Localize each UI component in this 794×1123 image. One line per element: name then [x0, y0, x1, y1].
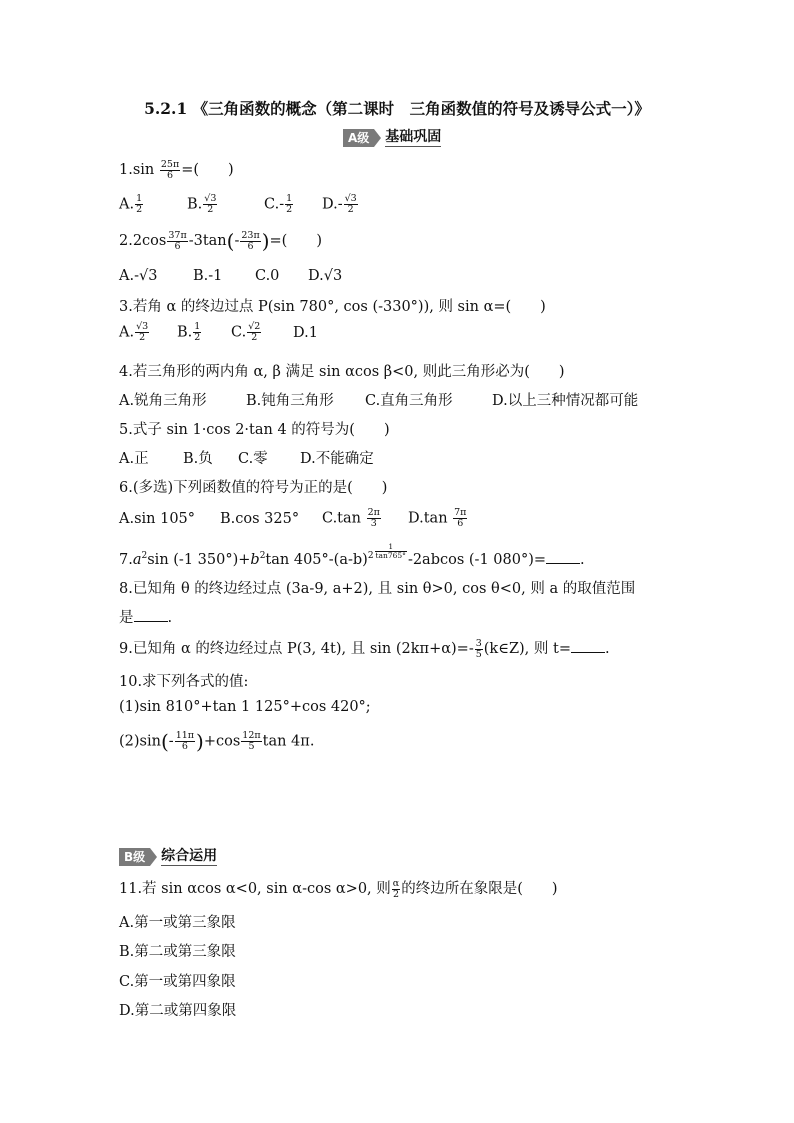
question-3-options: [119, 322, 318, 343]
section-b-tag: B级: [119, 848, 150, 866]
question-8: 8.已知角 θ 的终边经过点 (3a-9, a+2), 且 sin θ>0, cos θ<0, 则 a 的取值范围: [119, 581, 636, 597]
section-a-label: 基础巩固: [385, 129, 442, 145]
answer-blank[interactable]: [571, 640, 605, 653]
question-9: 9.已知角 α 的终边经过点 P(3, 4t), 且 sin (2kπ+α)=- $\frac{3}{5}$ (k∈Z), 则 t= .: [119, 637, 610, 660]
question-6-options: [119, 508, 468, 529]
option-a: A. $\frac{√3}{2}$: [119, 321, 149, 343]
option-c: C.直角三角形: [365, 393, 453, 409]
question-3: 3.若角 α 的终边过点 P(sin 780°, cos (-330°)), 则 sin α=( ): [119, 299, 546, 315]
section-a-tag: A级: [343, 129, 374, 147]
question-6: 6.(多选)下列函数值的符号为正的是( ): [119, 480, 388, 496]
section-b-label: 综合运用: [161, 848, 218, 864]
answer-blank[interactable]: [546, 551, 580, 564]
fraction: $\frac{25\pi}{6}$: [160, 158, 180, 181]
question-5-options: [119, 447, 374, 468]
question-11-option-d: D.第二或第四象限: [119, 1003, 237, 1019]
question-10-part-1: (1)sin 810°+tan 1 125°+cos 420°;: [119, 699, 371, 715]
option-c: C.tan $\frac{2\pi}{3}$: [322, 507, 380, 529]
question-11-option-c: C.第一或第四象限: [119, 974, 236, 990]
question-10: 10.求下列各式的值:: [119, 674, 249, 690]
question-1-options: [119, 194, 359, 215]
question-4-options: [119, 389, 638, 410]
question-5: 5.式子 sin 1·cos 2·tan 4 的符号为( ): [119, 422, 390, 438]
section-a-arrow-icon: [374, 129, 381, 147]
question-10-part-2: (2)sin(- $\frac{11\pi}{6}$ )+cos $\frac{12\pi}{5}$ tan 4π.: [119, 729, 315, 754]
section-b-header: [119, 848, 217, 866]
option-b: B.cos 325°: [220, 510, 300, 527]
option-d: D.以上三种情况都可能: [492, 393, 639, 409]
option-d: D.- $\frac{√3}{2}$: [322, 193, 357, 215]
question-4: 4.若三角形的两内角 α, β 满足 sin αcos β<0, 则此三角形必为( ): [119, 364, 565, 380]
option-b: B.钝角三角形: [246, 393, 334, 409]
option-b: B. $\frac{√3}{2}$: [187, 193, 217, 215]
option-b: B. $\frac{1}{2}$: [177, 321, 201, 343]
question-1: 1.sin $\frac{25\pi}{6}$ =( ): [119, 158, 234, 181]
option-b: B.-1: [193, 268, 223, 284]
question-11-option-a: A.第一或第三象限: [119, 915, 236, 931]
option-d: D.√3: [308, 268, 343, 284]
question-2-options: [119, 268, 342, 284]
section-a-header: [343, 129, 441, 147]
option-a: A.-√3: [119, 268, 158, 284]
option-c: C.- $\frac{1}{2}$: [264, 193, 293, 215]
question-11-option-b: B.第二或第三象限: [119, 944, 236, 960]
option-a: A.锐角三角形: [119, 393, 207, 409]
option-a: A.sin 105°: [119, 510, 196, 527]
section-b-arrow-icon: [150, 848, 157, 866]
option-a: A.正: [119, 451, 149, 467]
option-b: B.负: [183, 451, 213, 467]
option-d: D.tan $\frac{7\pi}{6}$: [408, 507, 467, 529]
question-8-line-2: 是 .: [119, 610, 173, 626]
page-title: 5.2.1 《三角函数的概念（第二课时 三角函数值的符号及诱导公式一）》: [144, 99, 650, 118]
option-c: C. $\frac{√2}{2}$: [231, 321, 261, 343]
option-d: D.不能确定: [300, 451, 374, 467]
question-2: 2.2cos $\frac{37\pi}{6}$ -3tan(- $\frac{23\pi}{6}$ )=( ): [119, 229, 322, 253]
answer-blank[interactable]: [134, 609, 168, 622]
question-7: $7.a^2\sin$ (-1 $350^\circ)+b^2\tan$ $405^\circ-(a-b)^2$ $\frac{1}{\tan 765^\circ}$ -2abcos (-1 080°)= .: [119, 542, 585, 568]
option-d: D.1: [293, 324, 318, 341]
question-11: 11.若 sin αcos α<0, sin α-cos α>0, 则 $\frac{\alpha}{2}$ 的终边所在象限是( ): [119, 877, 558, 900]
option-c: C.零: [238, 451, 268, 467]
option-a: A. $\frac{1}{2}$: [119, 193, 143, 215]
option-c: C.0: [255, 268, 280, 284]
